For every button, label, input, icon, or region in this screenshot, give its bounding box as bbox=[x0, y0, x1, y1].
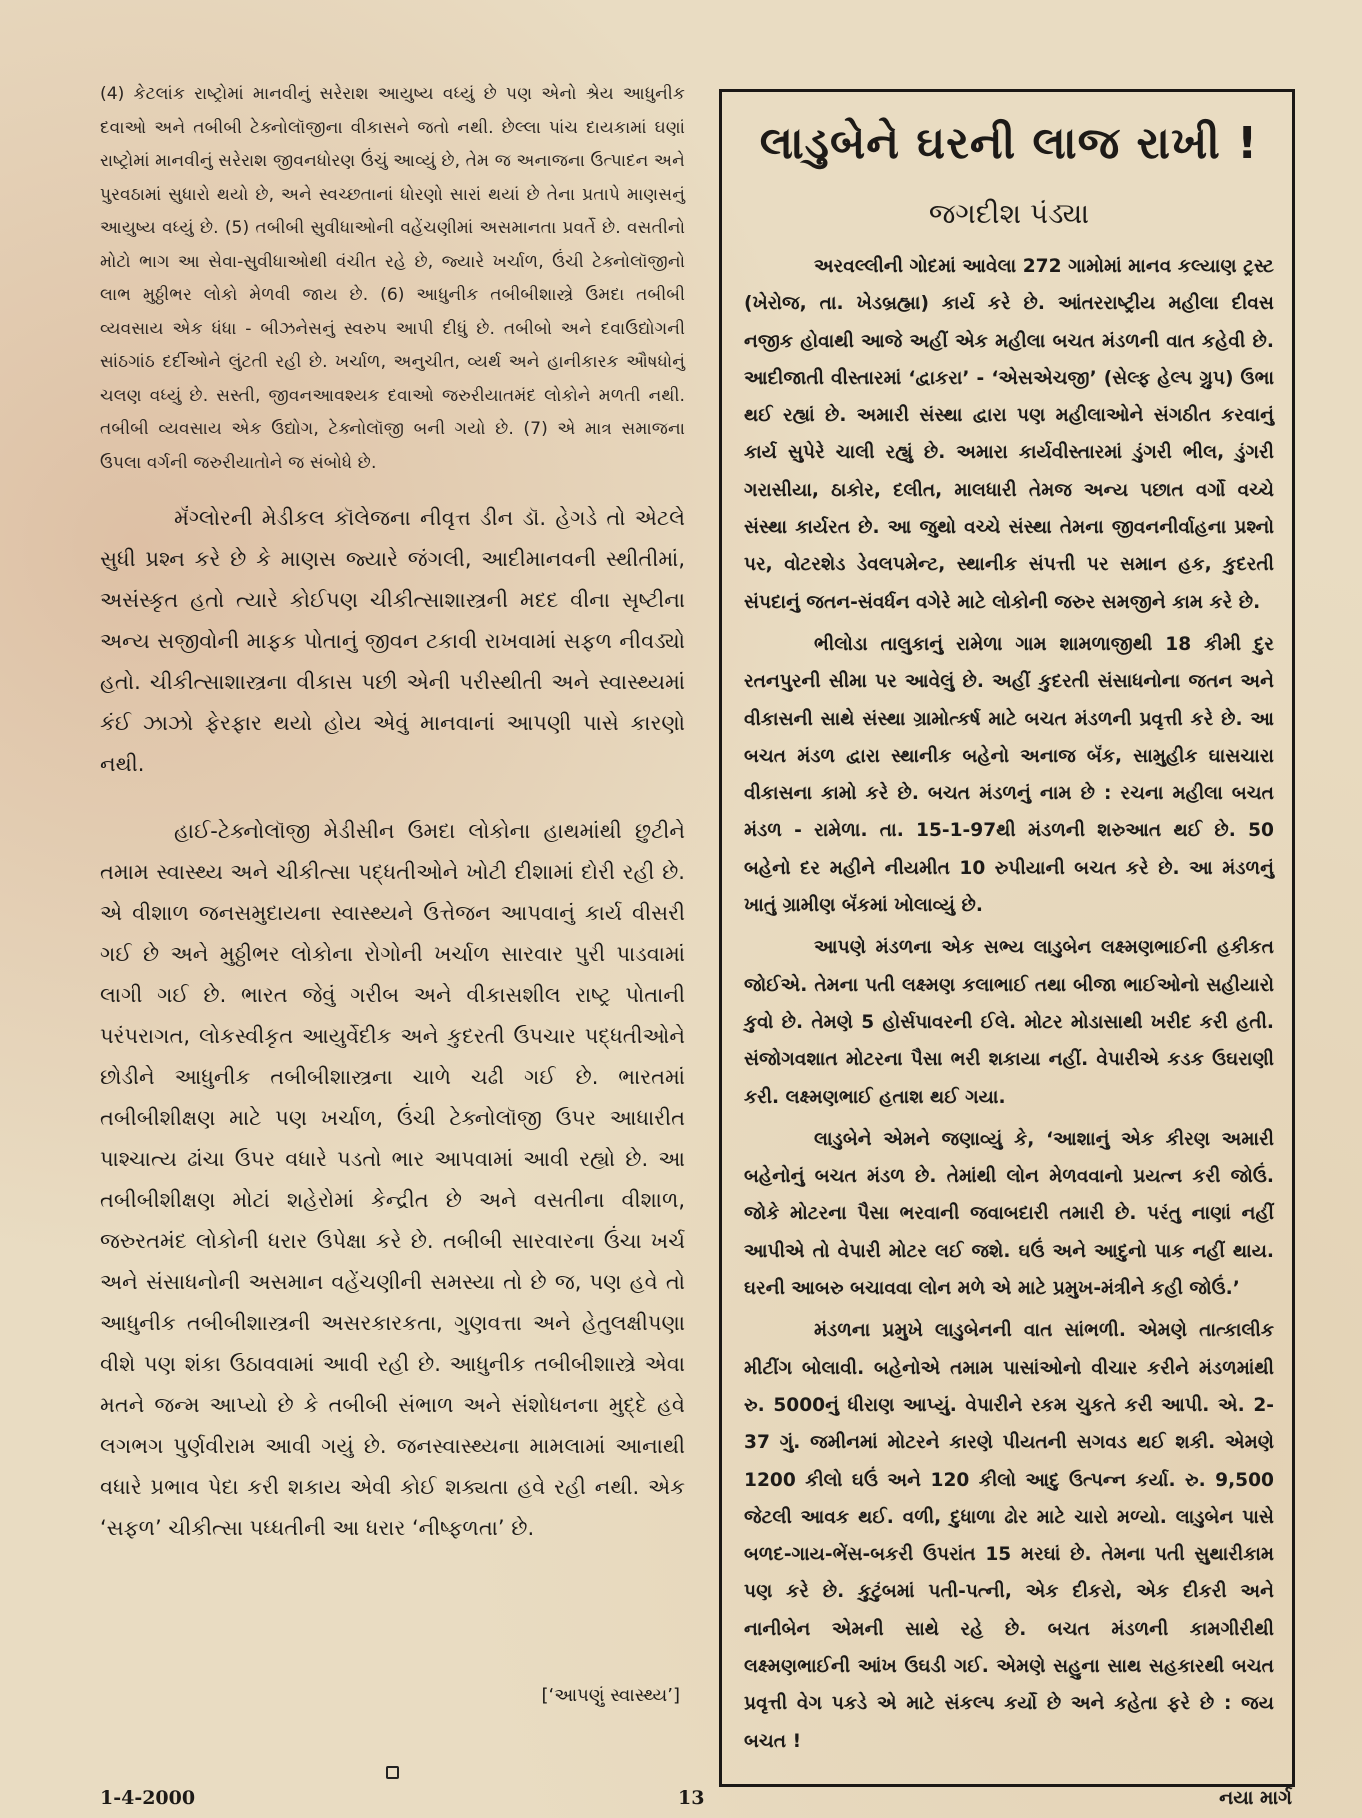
page-number: 13 bbox=[678, 1787, 705, 1809]
article-paragraph: લાડુબેને એમને જણાવ્યું કે, ‘આશાનું એક કીરણ અમારી બહેનોનું બચત મંડળ છે. તેમાંથી લોન મેળવવાનો પ્રયત્ન કરી જોઉં. જોકે મોટરના પૈસા ભરવાની જવાબદારી તમારી છે. પરંતુ નાણાં નહીં આપીએ તો વેપારી મોટર લઈ જશે. ઘઉં અને આદુનો પાક નહીં થાય. ઘરની આબરુ બચાવવા લોન મળે એ માટે પ્રમુખ-મંત્રીને કહી જોઉં.’ bbox=[744, 1128, 1274, 1300]
article-paragraph: ભીલોડા તાલુકાનું રામેળા ગામ શામળાજીથી 18 કીમી દુર રતનપુરની સીમા પર આવેલું છે. અહીં કુદરતી સંસાધનોના જતન અને વીકાસની સાથે સંસ્થા ગ્રામોત્કર્ષ માટે બચત મંડળની પ્રવૃત્તી કરે છે. આ બચત મંડળ દ્વારા સ્થાનીક બહેનો અનાજ બૅંક, સામુહીક ઘાસચારા વીકાસના કામો કરે છે. બચત મંડળનું નામ છે : રચના મહીલા બચત મંડળ - રામેળા. તા. 15-1-97થી મંડળની શરુઆત થઈ છે. 50 બહેનો દર મહીને નીયમીત 10 રુપીયાની બચત કરે છે. આ મંડળનું ખાતું ગ્રામીણ બૅંકમાં ખોલાવ્યું છે. bbox=[744, 633, 1274, 917]
article-paragraph: અરવલ્લીની ગોદમાં આવેલા 272 ગામોમાં માનવ કલ્યાણ ટ્રસ્ટ (ખેરોજ, તા. ખેડબ્રહ્મા) કાર્ય કરે છે. આંતરરાષ્ટ્રીય મહીલા દીવસ નજીક હોવાથી આજે અહીં એક મહીલા બચત મંડળની વાત કહેવી છે. આદીજાતી વીસ્તારમાં ‘દ્વાકરા’ - ‘એસએચજી’ (સેલ્ફ હેલ્પ ગ્રુપ) ઉભા થઈ રહ્યાં છે. અમારી સંસ્થા દ્વારા પણ મહીલાઓને સંગઠીત કરવાનું કાર્ય સુપેરે ચાલી રહ્યું છે. અમારા કાર્યવીસ્તારમાં ડુંગરી ભીલ, ડુંગરી ગરાસીયા, ઠાકોર, દલીત, માલધારી તેમજ અન્ય પછાત વર્ગો વચ્ચે સંસ્થા કાર્યરત છે. આ જુથો વચ્ચે સંસ્થા તેમના જીવનનીર્વાહના પ્રશ્નો પર, વોટરશેડ ડેવલપમેન્ટ, સ્થાનીક સંપત્તી પર સમાન હક, કુદરતી સંપદાનું જતન-સંવર્ધન વગેરે માટે લોકોની જરુર સમજીને કામ કરે છે. bbox=[744, 256, 1274, 613]
left-column bbox=[100, 78, 685, 1549]
article-paragraph: મંડળના પ્રમુખે લાડુબેનની વાત સાંભળી. એમણે તાત્કાલીક મીટીંગ બોલાવી. બહેનોએ તમામ પાસાંઓનો વીચાર કરીને મંડળમાંથી રુ. 5000નું ધીરાણ આપ્યું. વેપારીને રકમ ચુકતે કરી આપી. એ. 2-37 ગું. જમીનમાં મોટરને કારણે પીયતની સગવડ થઈ શકી. એમણે 1200 કીલો ઘઉં અને 120 કીલો આદુ ઉત્પન્ન કર્યા. રુ. 9,500 જેટલી આવક થઈ. વળી, દુધાળા ઢોર માટે ચારો મળ્યો. લાડુબેન પાસે બળદ-ગાય-ભેંસ-બકરી ઉપરાંત 15 મરઘાં છે. તેમના પતી સુથારીકામ પણ કરે છે. કુટુંબમાં પતી-પત્ની, એક દીકરો, એક દીકરી અને નાનીબેન એમની સાથે રહે છે. બચત મંડળની કામગીરીથી લક્ષ્મણભાઈની આંખ ઉઘડી ગઈ. એમણે સહુના સાથ સહકારથી બચત પ્રવૃત્તી વેગ પકડે એ માટે સંકલ્પ કર્યો છે અને કહેતા ફરે છે : જય બચત ! bbox=[744, 1320, 1274, 1752]
page-footer bbox=[0, 1787, 1362, 1818]
body-paragraph: હાઈ-ટેક્નોલૉજી મેડીસીન ઉમદા લોકોના હાથમાંથી છુટીને તમામ સ્વાસ્થ્ય અને ચીકીત્સા પદ્ધતીઓને ખોટી દીશામાં દોરી રહી છે. એ વીશાળ જનસમુદાયના સ્વાસ્થ્યને ઉત્તેજન આપવાનું કાર્ય વીસરી ગઈ છે અને મુઠ્ઠીભર લોકોના રોગોની ખર્ચાળ સારવાર પુરી પાડવામાં લાગી ગઈ છે. ભારત જેવું ગરીબ અને વીકાસશીલ રાષ્ટ્ર પોતાની પરંપરાગત, લોકસ્વીકૃત આયુર્વેદીક અને કુદરતી ઉપચાર પદ્ધતીઓને છોડીને આધુનીક તબીબીશાસ્ત્રના ચાળે ચઢી ગઈ છે. ભારતમાં તબીબીશીક્ષણ માટે પણ ખર્ચાળ, ઉંચી ટેક્નોલૉજી ઉપર આધારીત પાશ્ચાત્ય ઢાંચા ઉપર વધારે પડતો ભાર આપવામાં આવી રહ્યો છે. આ તબીબીશીક્ષણ મોટાં શહેરોમાં કેન્દ્રીત છે અને વસતીના વીશાળ, જરુરતમંદ લોકોની ધરાર ઉપેક્ષા કરે છે. તબીબી સારવારના ઉંચા ખર્ચ અને સંસાધનોની અસમાન વહેંચણીની સમસ્યા તો છે જ, પણ હવે તો આધુનીક તબીબીશાસ્ત્રની અસરકારકતા, ગુણવત્તા અને હેતુલક્ષીપણા વીશે પણ શંકા ઉઠાવવામાં આવી રહી છે. આધુનીક તબીબીશાસ્ત્રે એવા મતને જન્મ આપ્યો છે કે તબીબી સંભાળ અને સંશોધનના મુદ્દે હવે લગભગ પુર્ણવીરામ આવી ગયું છે. જનસ્વાસ્થ્યના મામલામાં આનાથી વધારે પ્રભાવ પેદા કરી શકાય એવી કોઈ શક્યતા હવે રહી નથી. એક ‘સફળ’ ચીકીત્સા પધ્ધતીની આ ધરાર ‘નીષ્ફળતા’ છે. bbox=[100, 819, 685, 1540]
issue-date: 1-4-2000 bbox=[100, 1787, 196, 1809]
article-author: જગદીશ પંડ્યા bbox=[928, 197, 1090, 230]
source-citation: [‘આપણું સ્વાસ્થ્ય’] bbox=[541, 1685, 680, 1706]
body-paragraph: મૅંગ્લોરની મેડીકલ કૉલેજના નીવૃત્ત ડીન ડૉ. હેગડે તો એટલે સુધી પ્રશ્ન કરે છે કે માણસ જ્યારે જંગલી, આદીમાનવની સ્થીતીમાં, અસંસ્કૃત હતો ત્યારે કોઈપણ ચીકીત્સાશાસ્ત્રની મદદ વીના સૃષ્ટીના અન્ય સજીવોની માફક પોતાનું જીવન ટકાવી રાખવામાં સફળ નીવડ્યો હતો. ચીકીત્સાશાસ્ત્રના વીકાસ પછી એની પરીસ્થીતી અને સ્વાસ્થ્યમાં કંઈ ઝાઝો ફેરફાર થયો હોય એવું માનવાનાં આપણી પાસે કારણો નથી. bbox=[100, 506, 685, 776]
sidebar-article-box bbox=[719, 89, 1295, 1787]
end-of-article-mark bbox=[386, 1766, 399, 1779]
body-paragraph: (4) કેટલાંક રાષ્ટ્રોમાં માનવીનું સરેરાશ આયુષ્ય વધ્યું છે પણ એનો શ્રેય આધુનીક દવાઓ અને તબીબી ટેક્નોલૉજીના વીકાસને જતો નથી. છેલ્લા પાંચ દાયકામાં ઘણાં રાષ્ટ્રોમાં માનવીનું સરેરાશ જીવનધોરણ ઉંચું આવ્યું છે, તેમ જ અનાજના ઉત્પાદન અને પુરવઠામાં સુધારો થયો છે, અને સ્વચ્છતાનાં ધોરણો સારાં થયાં છે તેના પ્રતાપે માણસનું આયુષ્ય વધ્યું છે. (5) તબીબી સુવીધાઓની વહેંચણીમાં અસમાનતા પ્રવર્તે છે. વસતીનો મોટો ભાગ આ સેવા-સુવીધાઓથી વંચીત રહે છે, જ્યારે ખર્ચાળ, ઉંચી ટેક્નોલૉજીનો લાભ મુઠ્ઠીભર લોકો મેળવી જાય છે. (6) આધુનીક તબીબીશાસ્ત્રે ઉમદા તબીબી વ્યવસાય એક ધંધા - બીઝનેસનું સ્વરુપ આપી દીધું છે. તબીબો અને દવાઉદ્યોગની સાંઠગાંઠ દર્દીઓને લુંટતી રહી છે. ખર્ચાળ, અનુચીત, વ્યર્થ અને હાનીકારક ઔષધોનું ચલણ વધ્યું છે. સસ્તી, જીવનઆવશ્યક દવાઓ જરુરીયાતમંદ લોકોને મળતી નથી. તબીબી વ્યવસાય એક ઉદ્યોગ, ટેક્નોલૉજી બની ગયો છે. (7) એ માત્ર સમાજના ઉપલા વર્ગની જરુરીયાતોને જ સંબોધે છે. bbox=[100, 84, 685, 473]
magazine-name: નયા માર્ગ bbox=[1219, 1787, 1292, 1809]
article-paragraph: આપણે મંડળના એક સભ્ય લાડુબેન લક્ષ્મણભાઈની હકીકત જોઈએ. તેમના પતી લક્ષ્મણ કલાભાઈ તથા બીજા ભાઈઓનો સહીયારો કુવો છે. તેમણે 5 હોર્સપાવરની ઈલે. મોટર મોડાસાથી ખરીદ કરી હતી. સંજોગવશાત મોટરના પૈસા ભરી શકાયા નહીં. વેપારીએ કડક ઉઘરાણી કરી. લક્ષ્મણભાઈ હતાશ થઈ ગયા. bbox=[744, 937, 1274, 1108]
article-title: લાડુબેને ઘરની લાજ રાખી ! bbox=[759, 118, 1259, 169]
